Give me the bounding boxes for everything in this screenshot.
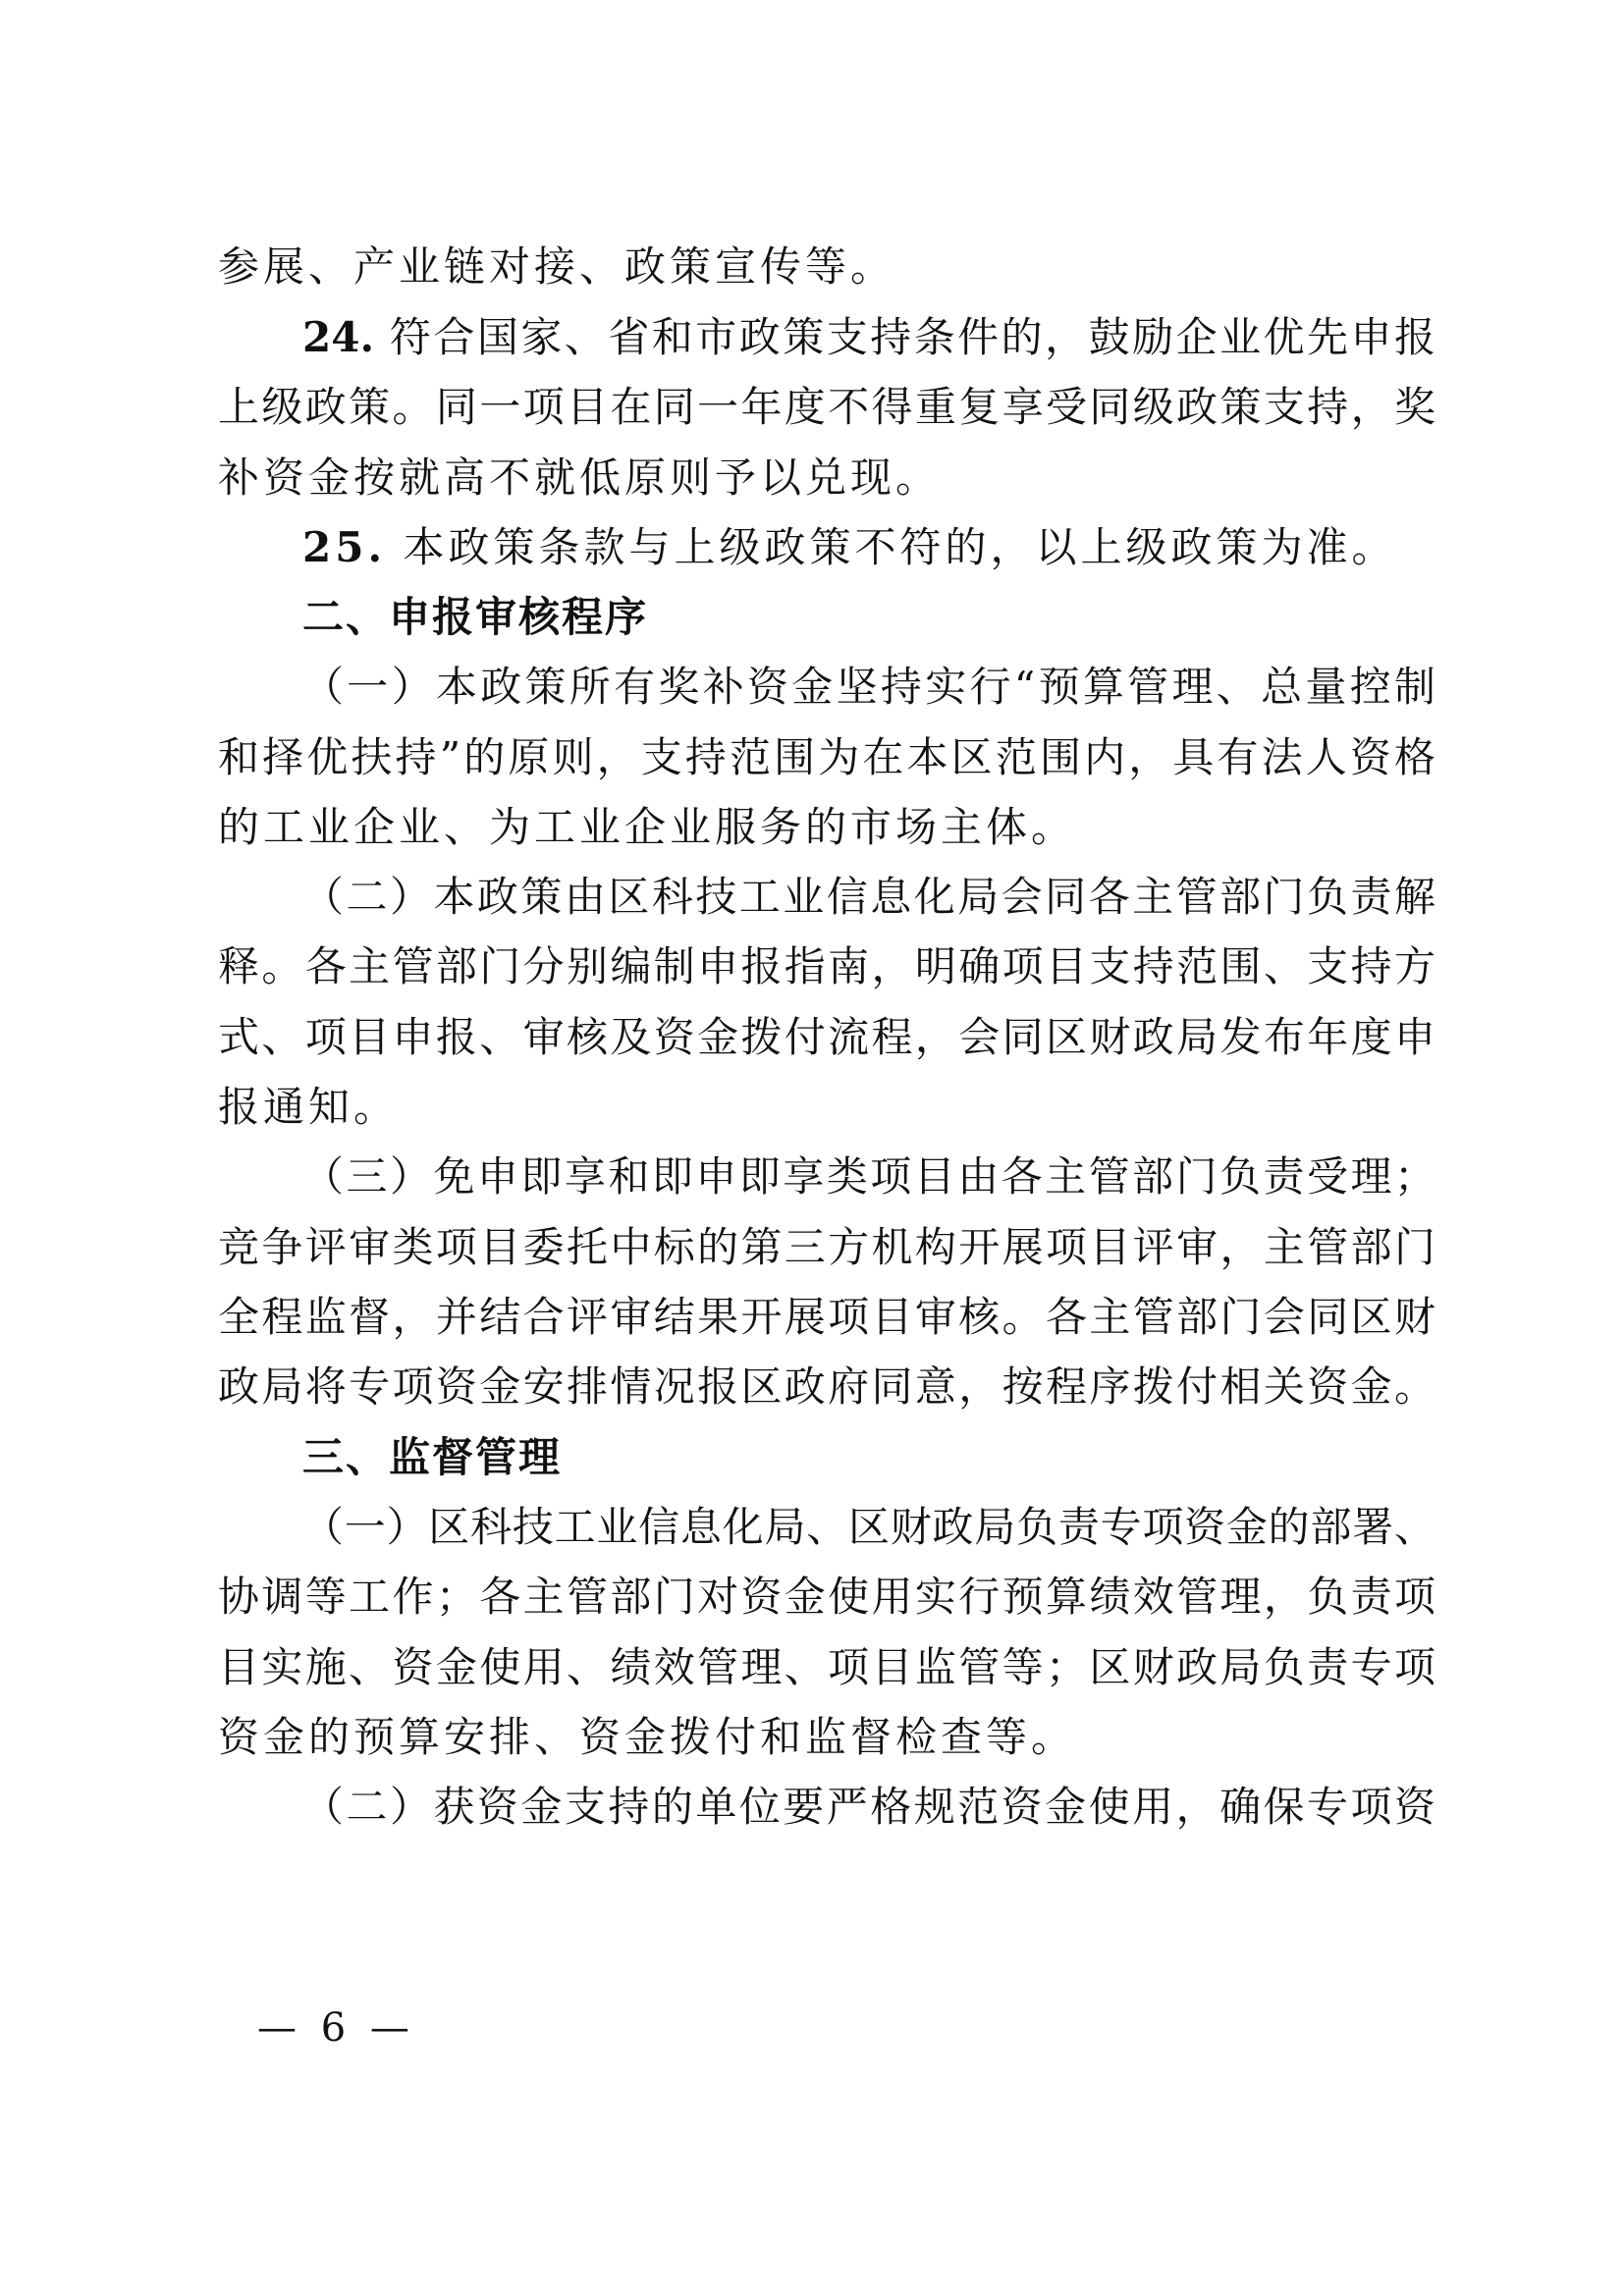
item-25-line-1	[302, 522, 1435, 573]
paragraph-line: （二）获资金支持的单位要严格规范资金使用，确保专项资	[302, 1783, 1435, 1831]
item-24-line-1	[302, 312, 1435, 363]
paragraph-line: （二）本政策由区科技工业信息化局会同各主管部门负责解	[302, 873, 1435, 921]
paragraph-line: 上级政策。同一项目在同一年度不得重复享受同级政策支持，奖	[218, 383, 1435, 431]
section-heading-2: 二、申报审核程序	[302, 593, 649, 641]
paragraph-line: 参展、产业链对接、政策宣传等。	[218, 242, 896, 291]
paragraph-line: 目实施、资金使用、绩效管理、项目监管等；区财政局负责专项	[218, 1643, 1435, 1691]
item-24-number: 24.	[302, 313, 375, 361]
paragraph-line: 报通知。	[218, 1083, 400, 1131]
paragraph-line: 释。各主管部门分别编制申报指南，明确项目支持范围、支持方	[218, 942, 1435, 990]
paragraph-line: （一）区科技工业信息化局、区财政局负责专项资金的部署、	[302, 1503, 1435, 1551]
paragraph-line: （三）免申即享和即申即享类项目由各主管部门负责受理；	[302, 1152, 1435, 1201]
paragraph-line: 竞争评审类项目委托中标的第三方机构开展项目评审，主管部门	[218, 1223, 1435, 1271]
paragraph-line: 补资金按就高不就低原则予以兑现。	[218, 454, 942, 502]
paragraph-line: （一）本政策所有奖补资金坚持实行“预算管理、总量控制	[302, 663, 1435, 711]
paragraph-line: 全程监督，并结合评审结果开展项目审核。各主管部门会同区财	[218, 1293, 1435, 1341]
paragraph-line: 式、项目申报、审核及资金拨付流程，会同区财政局发布年度申	[218, 1013, 1435, 1061]
item-25-text: 本政策条款与上级政策不符的，以上级政策为准。	[403, 523, 1397, 571]
paragraph-line: 政局将专项资金安排情况报区政府同意，按程序拨付相关资金。	[218, 1362, 1435, 1411]
page-number: — 6 —	[257, 2005, 415, 2051]
paragraph-line: 的工业企业、为工业企业服务的市场主体。	[218, 803, 1077, 851]
paragraph-line: 和择优扶持”的原则，支持范围为在本区范围内，具有法人资格	[218, 733, 1435, 781]
paragraph-line: 资金的预算安排、资金拨付和监督检查等。	[218, 1713, 1077, 1761]
paragraph-line: 协调等工作；各主管部门对资金使用实行预算绩效管理，负责项	[218, 1573, 1435, 1621]
item-25-number: 25.	[302, 523, 387, 571]
section-heading-3: 三、监督管理	[302, 1433, 563, 1481]
item-24-text: 符合国家、省和市政策支持条件的，鼓励企业优先申报	[389, 313, 1435, 361]
